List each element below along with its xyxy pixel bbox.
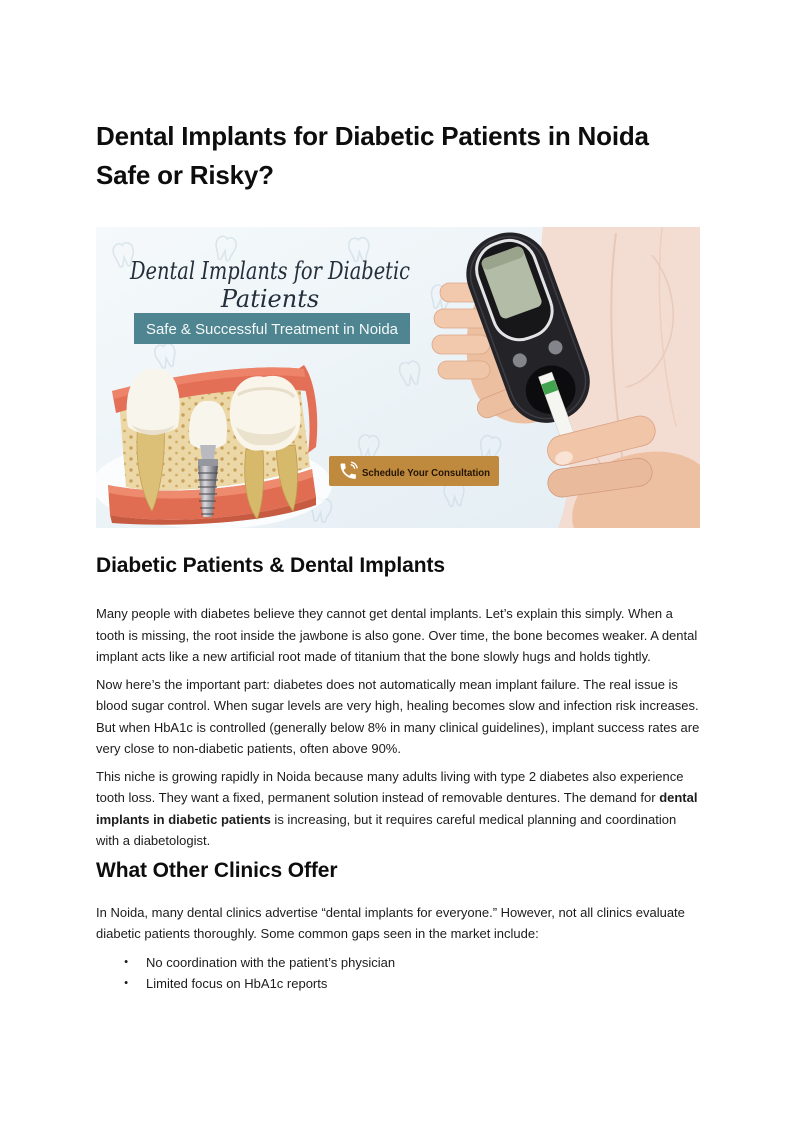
paragraph-text: is increasing, but it requires careful medical planning and coordination with a diabetologist. xyxy=(96,811,677,848)
banner-headline-line1: Dental Implants for Diabetic xyxy=(129,257,410,285)
paragraph-implants-intro: Many people with diabetes believe they cannot get dental implants. Let’s explain this simply. When a tooth is missing, the root inside the jawbone is also gone. Over time, the bone becomes weaker. A dental implant acts like a new artificial root made of titanium that the bone slowly hugs and holds tightly. xyxy=(96,606,698,664)
list-item: ● No coordination with the patient’s physician xyxy=(146,952,700,973)
page-title xyxy=(96,117,700,195)
dental-implant-model xyxy=(96,365,332,528)
banner-tagline-text: Safe & Successful Treatment in Noida xyxy=(146,321,399,338)
banner-tagline xyxy=(134,313,410,344)
page-title-line1: Dental Implants for Diabetic Patients in Noida xyxy=(96,121,649,151)
page-title-line2: Safe or Risky? xyxy=(96,160,274,190)
banner-headline-line2: Patients xyxy=(220,285,320,313)
paragraph-noida-demand xyxy=(96,766,700,852)
schedule-consultation-button[interactable] xyxy=(329,456,499,486)
hero-banner-illustration xyxy=(96,227,700,528)
paragraph-text: This niche is growing rapidly in Noida because many adults living with type 2 diabetes also experience tooth loss. They want a fixed, permanent solution instead of removable dentures. The demand for xyxy=(96,768,684,805)
cta-label[interactable]: Schedule Your Consultation xyxy=(362,467,490,479)
section-heading-other-clinics: What Other Clinics Offer xyxy=(96,858,338,882)
section-heading-diabetic-patients: Diabetic Patients & Dental Implants xyxy=(96,554,445,577)
paragraph-blood-sugar-control: Now here’s the important part: diabetes does not automatically mean implant failure. The real issue is blood sugar control. When sugar levels are very high, healing becomes slow and infection risk increases. But when HbA1c is controlled (generally below 8% in many clinical guidelines), implant success rates are very close to non-diabetic patients, often above 90%. xyxy=(96,676,700,756)
hero-image xyxy=(96,227,700,528)
market-gaps-list xyxy=(96,952,700,994)
list-item: ● Limited focus on HbA1c reports xyxy=(146,973,700,994)
bold-keyphrase: dental implants in diabetic patients xyxy=(96,790,698,827)
paragraph-other-clinics: In Noida, many dental clinics advertise “dental implants for everyone.” However, not all clinics evaluate diabetic patients thoroughly. Some common gaps seen in the market include: xyxy=(96,904,685,941)
